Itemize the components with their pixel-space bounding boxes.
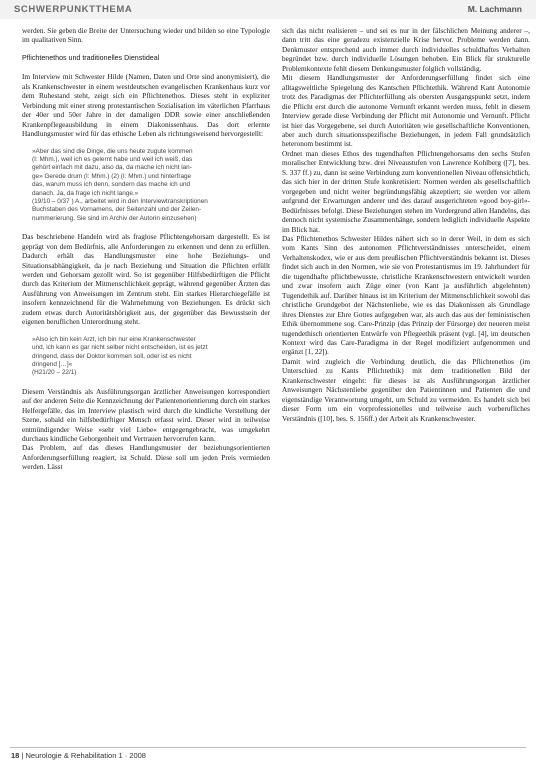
quote-line: dringend […]« xyxy=(32,360,73,368)
quote-line: danach. Ja, da frage ich nicht lange.» xyxy=(32,189,139,197)
paragraph-3: Diesem Verständnis als Ausführungsorgan ärztlicher Anweisungen korrespondiert auf der anderen Seite die Kennzeichnung der Patientenorientierung durch ein starkes Helfergefälle, das im Interview plastisch wird durch die kindliche Verstellung der Szene, sobald ein hilfsbedürftiger Mensch erfasst wird. Dieser wird in teilweise entmündigender Weise »sehr viel Liebe« entgegengebracht, was umgekehrt durchaus kindliche Geborgenheit und Vertrauen hervorrufen kann. xyxy=(22,386,270,444)
quote-line: (19/10 – 0/37 ) A., arbeitet wird in den Interviewtranskriptionen xyxy=(32,197,208,205)
section-subheading: Pflichtenethos und traditionelles Dienstideal xyxy=(22,53,160,62)
paragraph-7: Ordnet man dieses Ethos des tugendhaften Pflichtengehorsams den sechs Stufen moralischer Entwicklung bzw. drei Niveaustufen von Lawrence Kohlberg ([7], bes. S. 337 ff.) zu, dann ist seine Verbindung zum konventionellen Niveau offensichtlich, das sich hier in der dritten Stufe konkretisiert: Normen werden als gesellschaftlich vorgegeben und nicht weiter begründungsfähig akzeptiert; sie werden vor allem aufgrund der Erwartungen anderer und des darauf ausgerichteten »good boy-girl«-Bedürfnisses befolgt. Diese Beziehungen stehen im Vordergrund allen Handelns, das dennoch nicht systemische Zusammenhänge, sondern lediglich individuelle Aspekte im Blick hat. xyxy=(282,148,530,234)
journal-name: Neurologie & Rehabilitation 1 · 2008 xyxy=(25,751,146,760)
quote-line: das, warum muss ich denn, sondern das mache ich und xyxy=(32,181,191,189)
quote-line: »Aber das sind die Dinge, die uns heute zugute kommen xyxy=(32,147,193,155)
paragraph-4: Das Problem, auf das dieses Handlungsmuster der beziehungsorientierten Anforderungserfüllung reagiert, ist Schuld. Diese soll um jeden Preis vermieden werden. Lässt xyxy=(22,443,270,472)
paragraph-5: sich das nicht realisieren – und sei es nur in der fälschlichen Meinung anderer –, dann tritt das eine geradezu existenzielle Krise hervor. Probleme werden dann. Denkmuster entsprechend auch immer durch individuelles schuldhaftes Verhalten begründet bzw. durch individuelle Lösungen behoben. Ein Blick für strukturelle Problemkontexte fehlt diesem Denkungsmuster folglich vollständig. xyxy=(282,26,530,73)
page-number: 18 xyxy=(11,751,20,760)
quote-line: (I: Mhm.), weil ich es gelernt habe und weil ich weiß, das xyxy=(32,155,193,163)
paragraph-8: Das Pflichtenethos Schwester Hildes nähert sich so in derer Weil, in dem es sich vom Kants Sinn des autonomen Pflichtverständnisses unterscheidet, einem Verhaltenskodex, wie er aus dem preußischen Pflichtverständnis bekannt ist. Dieses findet sich auch in den Normen, wie sie von Protestantismus im 19. Jahrhundert für die tugendhafte pflichtbewusste, christliche Krankenschwestern entwickelt wurden und zwar insofern auch Züge einer (von Kant ja ausführlich abgelehnten) Tugendethik auf. Darüber hinaus ist im Kriterium der Mitmenschlichkeit sowohl das christliche Grundgebot der Nächstenliebe, wie es das Diakonissen als Grundlage ihres Dienstes zur Ehre Gottes aufgegeben war, als auch das aus der feministischen Ethik übernommene sog. Care-Prinzip (das Prinzip der Fürsorge) der neueren meist tugendethisch orientierten Entwürfe von Pflegeethik präsent (vgl. [4], im deutschen Kontext wird das Care-Paradigma in der Regel modifiziert aufgenommen und ergänzt [1, 22]). xyxy=(282,233,530,357)
running-header xyxy=(0,0,536,19)
left-column xyxy=(22,26,270,472)
quote-line: Buchstaben des Vornamens, der Seitenzahl und der Zeilen- xyxy=(32,206,202,214)
quote-line: »Also ich bin kein Arzt, ich bin nur eine Krankenschwester xyxy=(32,335,196,343)
page-footer xyxy=(11,751,146,760)
quote-line: dringend, dass der Doktor kommen soll, oder ist es nicht xyxy=(32,352,192,360)
paragraph-2: Das beschriebene Handeln wird als fraglose Pflichtengehorsam dargestellt. Es ist geprägt von dem Bedürfnis, alle Anforderungen zu erkennen und denn zu erfüllen. Dadurch erhält das Handlungsmuster eine hohe Beziehungs- und Situationsabhängigkeit, da je nach Beziehung und Situation die Pflichten erfüllt werden und Gehorsam gezollt wird. So ist gegenüber Hilfsbedürftigen die Pflicht durch das Kriterium der Mitmenschlichkeit geprägt, während gegenüber Ärzten das Ausführung von Anweisungen im Zentrum steht. Ein starkes Hierarchiegefälle ist insofern kennzeichnend für die Wahrnehmung von Beziehungen. Es drückt sich zudem etwas durch Autoritätshörigkeit aus, der gegenüber das Bewusstsein der eigenen beruflichen Unterordnung steht. xyxy=(22,232,270,327)
footer-separator: | xyxy=(21,751,26,760)
quote-line: nummerierung. Sie sind im Archiv der Autorin einzusehen) xyxy=(32,214,197,222)
paragraph-1: Im Interview mit Schwester Hilde (Namen, Daten und Orte sind anonymisiert), die als Krankenschwester in einem westdeutschen evangelischen Krankenhaus kurz vor dem Ruhestand steht, zeigt sich ein Pflichtenethos. Dieses steht in expliziter Verbindung mit einer streng protestantischen Sozialisation im väterlichen Pfarrhaus der 40er und 50er Jahre in der damaligen DDR sowie einer anschließenden Krankenpflegeausbildung in einem Diakonissenhaus. Das dort erlernte Handlungsmuster wird für das ethische Leben als richtungsweisend hervorgestellt: xyxy=(22,72,270,139)
quote-line: ge» Gerede drum (I: Mhm.) (2) (I: Mhm.) und hinterfrage xyxy=(32,172,192,180)
intro-paragraph: werden. Sie geben die Breite der Untersuchung wieder und bilden so eine Typologie im qualitativen Sinn. xyxy=(22,26,270,45)
footer-divider xyxy=(10,747,526,748)
interview-quote-1 xyxy=(32,148,270,224)
right-column xyxy=(282,26,530,423)
interview-quote-2 xyxy=(32,336,270,378)
section-title: SCHWERPUNKTTHEMA xyxy=(14,4,133,15)
quote-line: gehört einfach mit dazu, also da, da mache ich nicht lan- xyxy=(32,164,192,172)
quote-line: und, ich kann es gar nicht selber nicht entscheiden, ist es jetzt xyxy=(32,344,208,352)
author-name: M. Lachmann xyxy=(467,4,522,14)
paragraph-6: Mit diesem Handlungsmuster der Anforderungserfüllung findet sich eine alltagsweltliche Spiegelung des Kantschen Pflichtethik. Während Kant Autonomie trotz des Paradigmas der Pflichterfüllung als obersten Ausgangspunkt setzt, indem die Pflicht erst durch die autonome Vernunft erkannt werden muss, fehlt in diesem Interview gerade diese Verbindung der Pflicht mit Autonomie und Vernunft. Pflicht ist hier das Vorgegebene, sei durch Autoritäten wie gesellschaftliche Konventionen, aber auch durch situationsspezifische Beziehungen, in jedem Fall grundsätzlich heteronom bestimmt ist. xyxy=(282,73,530,149)
paragraph-9: Damit wird zugleich die Verbindung deutlich, die das Pflichtenethos (im Unterschied zu Kants Pflichtethik) mit dem traditionellen Bild der Krankenschwester eingeht: für dieses ist als Ausführungsorgan ärztlicher Anweisungen Nächstenliebe gegenüber den Patientinnen und Patienten die und eigenständige Verantwortung umgeht, um Schuld zu vermeiden. Es handelt sich bei dieser Form um ein vorprofessionelles und teilweise auch vorberufliches Verständnis ([10], bes. S. 156ff.) der Arbeit als Krankenschwester. xyxy=(282,356,530,423)
quote-line: (H21/20 – 22/1) xyxy=(32,369,77,377)
